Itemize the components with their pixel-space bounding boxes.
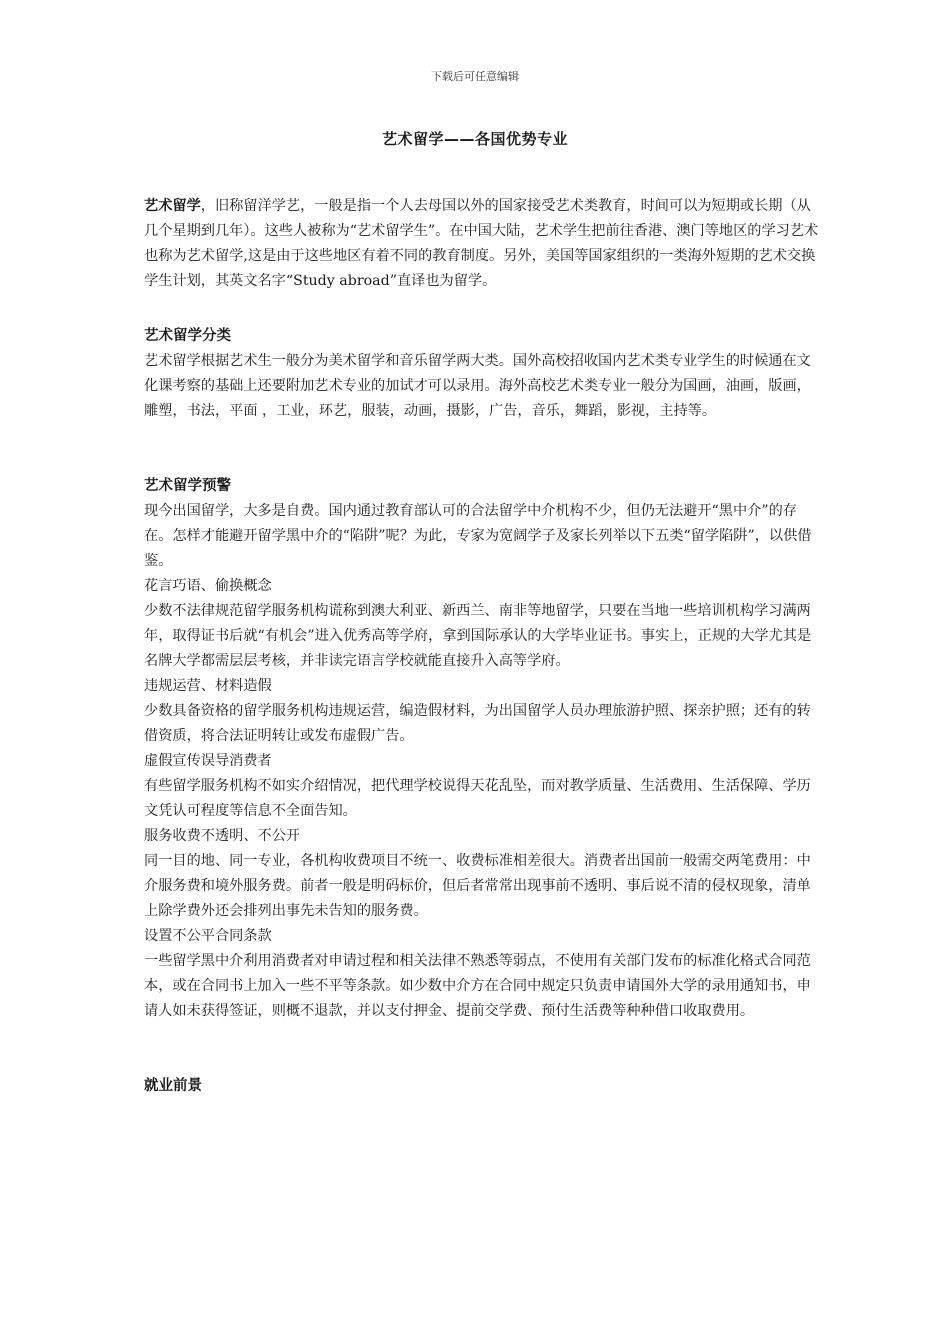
warning-item-text: 有些留学服务机构不如实介绍情况，把代理学校说得天花乱坠，而对教学质量、生活费用、生活保障、学历文凭认可程度等信息不全面告知。 — [144, 778, 811, 819]
warning-item-text: 少数具备资格的留学服务机构违规运营，编造假材料，为出国留学人员办理旅游护照、探亲护照；还有的转借资质，将合法证明转让或发布虚假广告。 — [144, 703, 811, 744]
warning-item-title: 虚假宣传误导消费者 — [144, 753, 272, 769]
document-title: 艺术留学——各国优势专业 — [381, 130, 568, 148]
warning-item-title: 设置不公平合同条款 — [144, 928, 272, 944]
classification-paragraph: 艺术留学根据艺术生一般分为美术留学和音乐留学两大类。国外高校招收国内艺术类专业学生的时候通在文化课考察的基础上还要附加艺术专业的加试才可以录用。海外高校艺术类专业一般分为国画，油画，版画，雕塑，书法，平面 ，工业，环艺，服装，动画，摄影，广告，音乐，舞蹈，影视，主持等。 — [144, 353, 811, 419]
warning-item-title: 违规运营、材料造假 — [144, 678, 272, 694]
intro-text: ，旧称留洋学艺，一般是指一个人去母国以外的国家接受艺术类教育，时间可以为短期或长期（从几个星期到几年）。这些人被称为“艺术留学生”。在中国大陆，艺术学生把前往香港、澳门等地区的学习艺术也称为艺术留学,这是由于这些地区有着不同的教育制度。另外，美国等国家组织的一类海外短期的艺术交换学生计划，其英文名字“Study abroad”直译也为留学。 — [144, 198, 819, 289]
warning-item-text: 一些留学黑中介利用消费者对申请过程和相关法律不熟悉等弱点，不使用有关部门发布的标准化格式合同范本，或在合同书上加入一些不平等条款。如少数中介方在合同中规定只负责申请国外大学的录用通知书，申请人如未获得签证，则概不退款，并以支付押金、提前交学费、预付生活费等种种借口收取费用。 — [144, 953, 811, 1019]
spacer — [144, 294, 820, 324]
warning-intro-paragraph: 现今出国留学，大多是自费。国内通过教育部认可的合法留学中介机构不少，但仍无法避开“黑中介”的存在。怎样才能避开留学黑中介的“陷阱”呢？为此，专家为宽阔学子及家长列举以下五类“留学陷阱”，以供借鉴。 — [144, 503, 812, 569]
document-body — [144, 194, 820, 1099]
section-heading-classification: 艺术留学分类 — [144, 328, 231, 344]
warning-item-title: 花言巧语、偷换概念 — [144, 578, 272, 594]
warning-item-text: 同一目的地、同一专业，各机构收费项目不统一、收费标准相差很大。消费者出国前一般需交两笔费用：中介服务费和境外服务费。前者一般是明码标价，但后者常常出现事前不透明、事后说不清的侵权现象，清单上除学费外还会排列出事先未告知的服务费。 — [144, 853, 811, 919]
section-heading-warning: 艺术留学预警 — [144, 478, 231, 494]
intro-lead-term: 艺术留学 — [144, 198, 201, 214]
header-note: 下载后可任意编辑 — [431, 70, 519, 83]
intro-paragraph — [144, 194, 820, 294]
warning-item-text: 少数不法律规范留学服务机构谎称到澳大利亚、新西兰、南非等地留学，只要在当地一些培训机构学习满两年，取得证书后就“有机会”进入优秀高等学府，拿到国际承认的大学毕业证书。事实上，正规的大学尤其是名牌大学都需层层考核，并非读完语言学校就能直接升入高等学府。 — [144, 603, 812, 669]
spacer — [144, 424, 820, 474]
section-heading-employment: 就业前景 — [144, 1078, 202, 1094]
spacer — [144, 1024, 820, 1074]
warning-item-title: 服务收费不透明、不公开 — [144, 828, 301, 844]
